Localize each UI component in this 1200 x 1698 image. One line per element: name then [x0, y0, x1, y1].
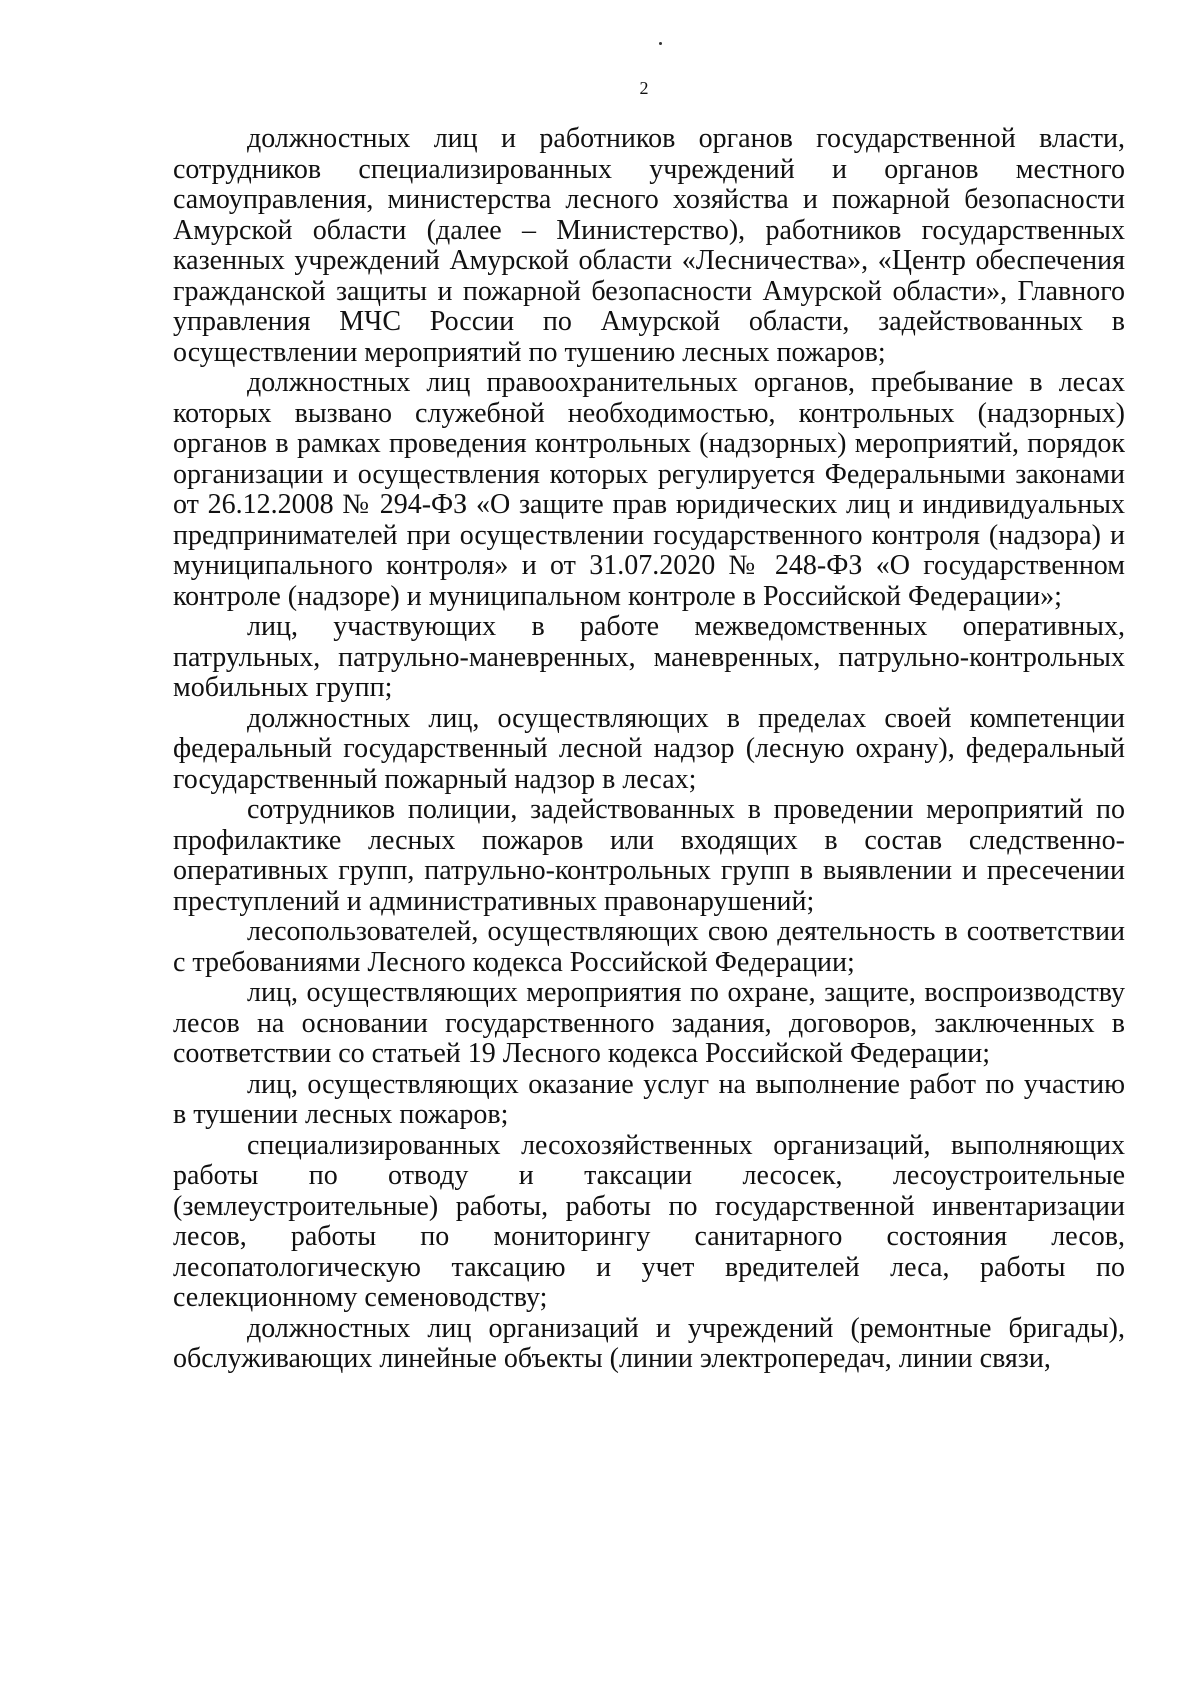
paragraph-law-enforcement-officials: должностных лиц правоохранительных органов, пребывание в лесах которых вызвано служебной необходимостью, контрольных (надзорных) органов в рамках проведения контрольных (надзорных) мероприятий, порядок организации и осуществления которых регулируется Федеральными законами от 26.12.2008 № 294-ФЗ «О защите прав юридических лиц и индивидуальных предпринимателей при осуществлении государственного контроля (надзора) и муниципального контроля» и от 31.07.2020 № 248-ФЗ «О государственном контроле (надзоре) и муниципальном контроле в Российской Федерации»; [173, 367, 1125, 612]
paragraph-linear-objects: должностных лиц организаций и учреждений (ремонтные бригады), обслуживающих линейные объекты (линии электропередач, линии связи, [173, 1312, 1125, 1374]
paragraph-forest-supervision: должностных лиц, осуществляющих в пределах своей компетенции федеральный государственный лесной надзор (лесную охрану), федеральный государственный пожарный надзор в лесах; [173, 702, 1125, 795]
document-body [173, 124, 1125, 1375]
scan-speck [659, 42, 662, 45]
paragraph-forest-users: лесопользователей, осуществляющих свою деятельность в соответствии с требованиями Лесного кодекса Российской Федерации; [173, 916, 1125, 978]
paragraph-forest-protection: лиц, осуществляющих мероприятия по охране, защите, воспроизводству лесов на основании государственного задания, договоров, заключенных в соответствии со статьей 19 Лесного кодекса Российской Федерации; [173, 977, 1125, 1069]
paragraph-mobile-groups: лиц, участвующих в работе межведомственных оперативных, патрульных, патрульно-маневренных, маневренных, патрульно-контрольных мобильных групп; [173, 611, 1125, 703]
paragraph-officials-state-bodies: должностных лиц и работников органов государственной власти, сотрудников специализированных учреждений и органов местного самоуправления, министерства лесного хозяйства и пожарной безопасности Амурской области (далее – Министерство), работников государственных казенных учреждений Амурской области «Лесничества», «Центр обеспечения гражданской защиты и пожарной безопасности Амурской области», Главного управления МЧС России по Амурской области, задействованных в осуществлении мероприятий по тушению лесных пожаров; [173, 123, 1125, 368]
paragraph-specialized-organizations: специализированных лесохозяйственных организаций, выполняющих работы по отводу и таксации лесосек, лесоустроительные (землеустроительные) работы, работы по государственной инвентаризации лесов, работы по мониторингу санитарного состояния лесов, лесопатологическую таксацию и учет вредителей леса, работы по селекционному семеноводству; [173, 1129, 1125, 1313]
page-number: 2 [639, 78, 649, 98]
paragraph-firefighting-services: лиц, осуществляющих оказание услуг на выполнение работ по участию в тушении лесных пожаров; [173, 1068, 1125, 1130]
paragraph-police-officers: сотрудников полиции, задействованных в проведении мероприятий по профилактике лесных пожаров или входящих в состав следственно-оперативных групп, патрульно-контрольных групп в выявлении и пресечении преступлений и административных правонарушений; [173, 794, 1125, 917]
